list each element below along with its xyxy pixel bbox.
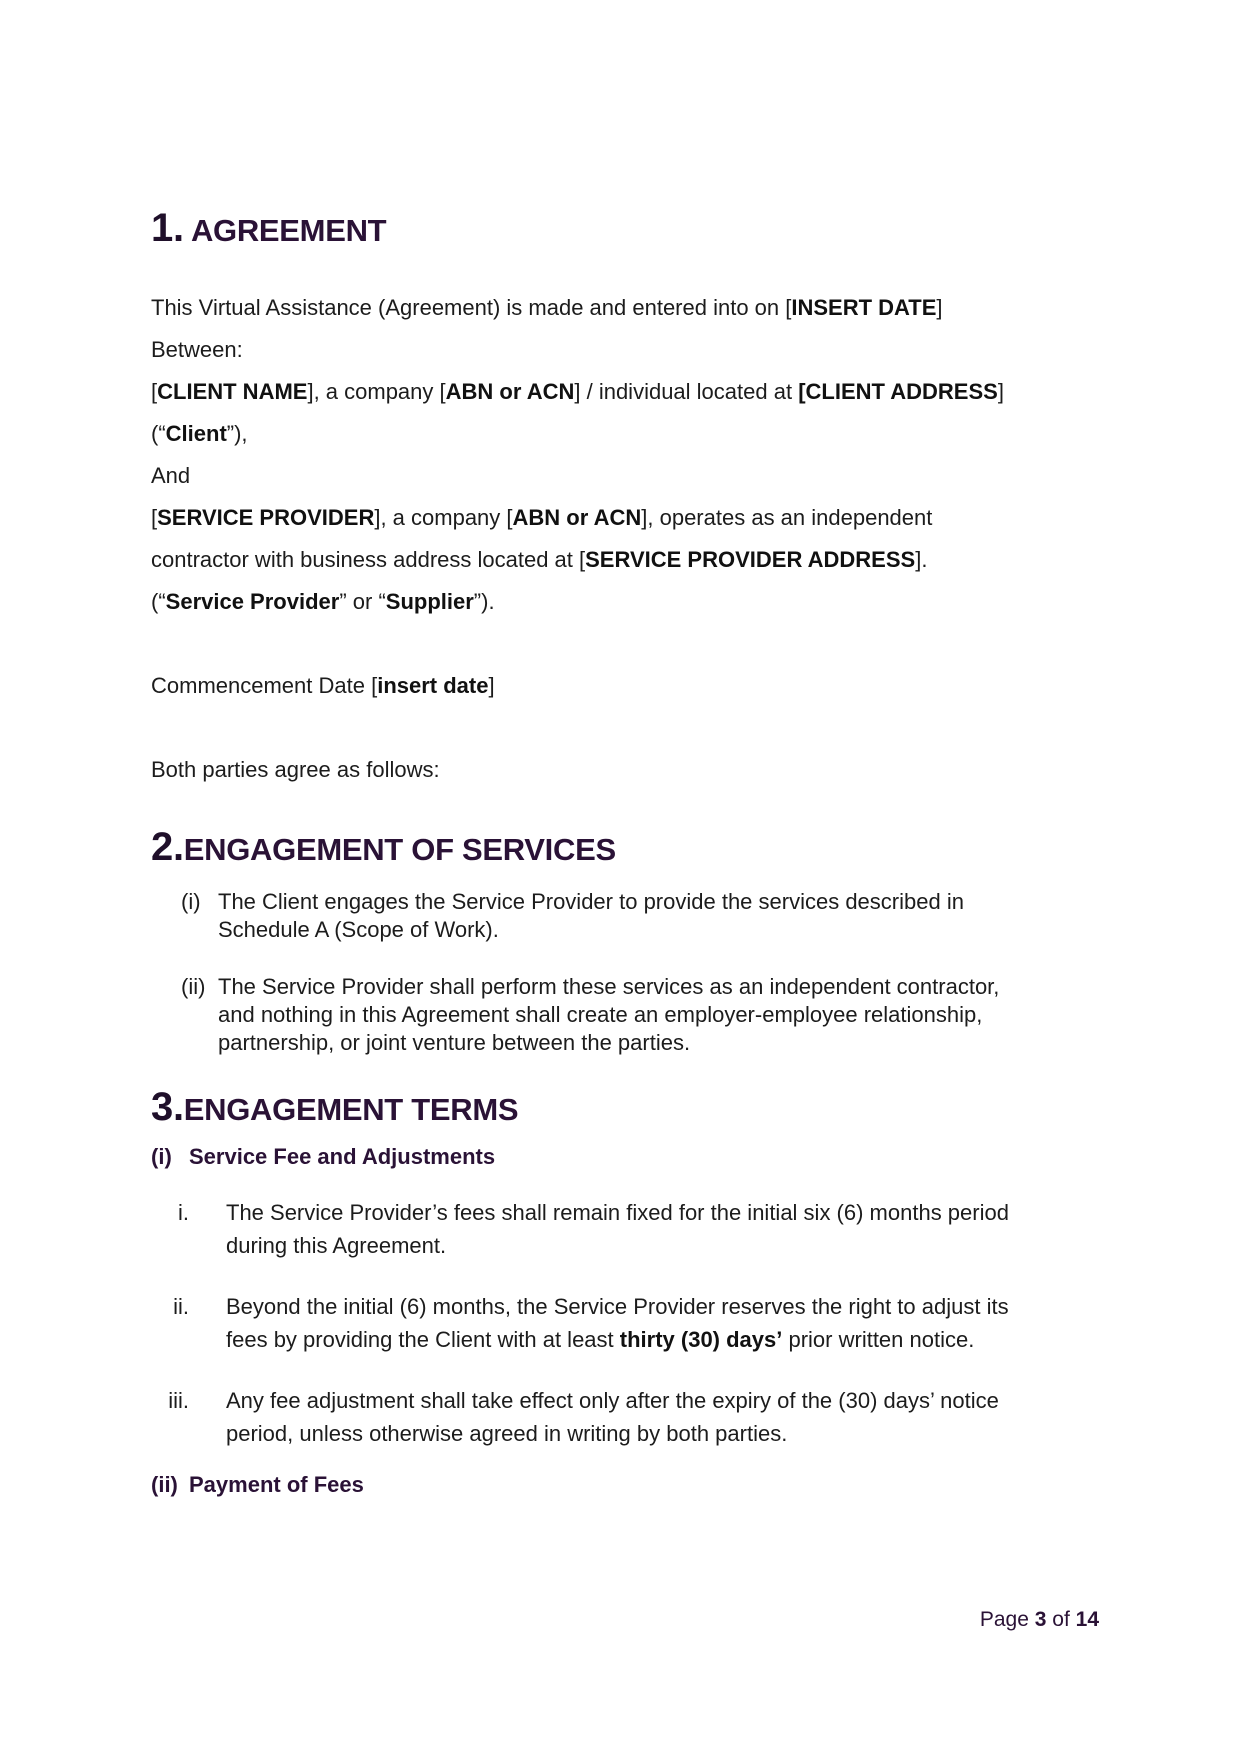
text: ” or “ [339,589,386,614]
sub-title: Service Fee and Adjustments [189,1144,496,1169]
subheading-payment-of-fees [151,1468,1101,1502]
sub-title: Payment of Fees [189,1472,364,1497]
text: The Service Provider’s fees shall remain fixed for the initial six (6) months period [226,1200,1009,1225]
text: Schedule A (Scope of Work). [218,917,499,942]
placeholder-client-address: [CLIENT ADDRESS [798,379,998,404]
text: ] [488,673,495,698]
and-label: And [151,463,191,488]
sub-marker: (i) [151,1144,172,1169]
intro-paragraph [151,287,1101,329]
defined-term-service-provider: Service Provider [165,589,340,614]
placeholder-client-name: CLIENT NAME [157,379,308,404]
provider-definition [151,581,1101,623]
text: Page [979,1608,1035,1631]
list-marker: (ii) [181,974,206,999]
agree-statement: Both parties agree as follows: [151,757,440,782]
sub-marker: (ii) [151,1472,178,1497]
section-heading-engagement-of-services [151,823,1101,874]
text: The Service Provider shall perform these services as an independent contractor, [218,974,1000,999]
text: period, unless otherwise agreed in writing by both parties. [226,1421,788,1446]
text: Beyond the initial (6) months, the Service Provider reserves the right to adjust its [226,1294,1009,1319]
services-list [151,888,1101,1057]
fee-terms-list [151,1196,1101,1450]
text: ], a company [ [307,379,446,404]
section-heading-engagement-terms [151,1083,1101,1134]
placeholder-insert-date: INSERT DATE [791,295,937,320]
text: The Client engages the Service Provider to provide the services described in [218,889,964,914]
text: ”). [473,589,495,614]
total-pages: 14 [1075,1608,1099,1631]
text: during this Agreement. [226,1233,447,1258]
section-title: ENGAGEMENT TERMS [183,1092,519,1127]
client-definition [151,413,1101,455]
text: (“ [151,589,166,614]
section-number: 3. [151,1085,184,1129]
commencement-date [151,665,1101,707]
list-marker: i. [178,1200,189,1225]
provider-line [151,497,1101,539]
page-number [980,1608,1099,1632]
text: Any fee adjustment shall take effect only after the expiry of the (30) days’ notice [226,1388,999,1413]
list-marker: ii. [173,1294,189,1319]
placeholder-abn-acn: ABN or ACN [512,505,642,530]
defined-term-supplier: Supplier [385,589,474,614]
placeholder-abn-acn: ABN or ACN [445,379,575,404]
list-item [151,1290,1101,1356]
text: Commencement Date [ [151,673,378,698]
text: This Virtual Assistance (Agreement) is made and entered into on [ [151,295,792,320]
list-item [151,973,1101,1057]
client-line [151,371,1101,413]
provider-line-2 [151,539,1101,581]
defined-term-client: Client [165,421,227,446]
text: fees by providing the Client with at least [226,1327,620,1352]
list-item [151,888,1101,944]
text: [ [151,505,158,530]
section-heading-agreement [151,204,1101,255]
notice-period: thirty (30) days’ [619,1327,783,1352]
between-label: Between: [151,337,243,362]
placeholder-commencement-date: insert date [377,673,489,698]
list-item [151,1196,1101,1262]
text: of [1046,1608,1076,1631]
text: ], operates as an independent [641,505,933,530]
text: ], a company [ [374,505,513,530]
text: ]. [915,547,928,572]
text: ] [997,379,1004,404]
section-number: 1. [151,206,184,250]
list-marker: (i) [181,889,201,914]
page-content [151,204,1101,1502]
section-title: ENGAGEMENT OF SERVICES [183,832,616,867]
text: partnership, or joint venture between the parties. [218,1030,691,1055]
text: ”), [226,421,248,446]
current-page: 3 [1034,1608,1047,1631]
section-title: AGREEMENT [190,213,387,248]
list-item [151,1384,1101,1450]
text: prior written notice. [782,1327,975,1352]
subheading-service-fee [151,1140,1101,1174]
text: (“ [151,421,166,446]
list-marker: iii. [168,1388,189,1413]
placeholder-service-provider: SERVICE PROVIDER [157,505,375,530]
placeholder-provider-address: SERVICE PROVIDER ADDRESS [585,547,916,572]
text: [ [151,379,158,404]
text: ] [936,295,943,320]
text: contractor with business address located at [ [151,547,586,572]
text: and nothing in this Agreement shall create an employer-employee relationship, [218,1002,983,1027]
text: ] / individual located at [574,379,799,404]
section-number: 2. [151,825,184,869]
